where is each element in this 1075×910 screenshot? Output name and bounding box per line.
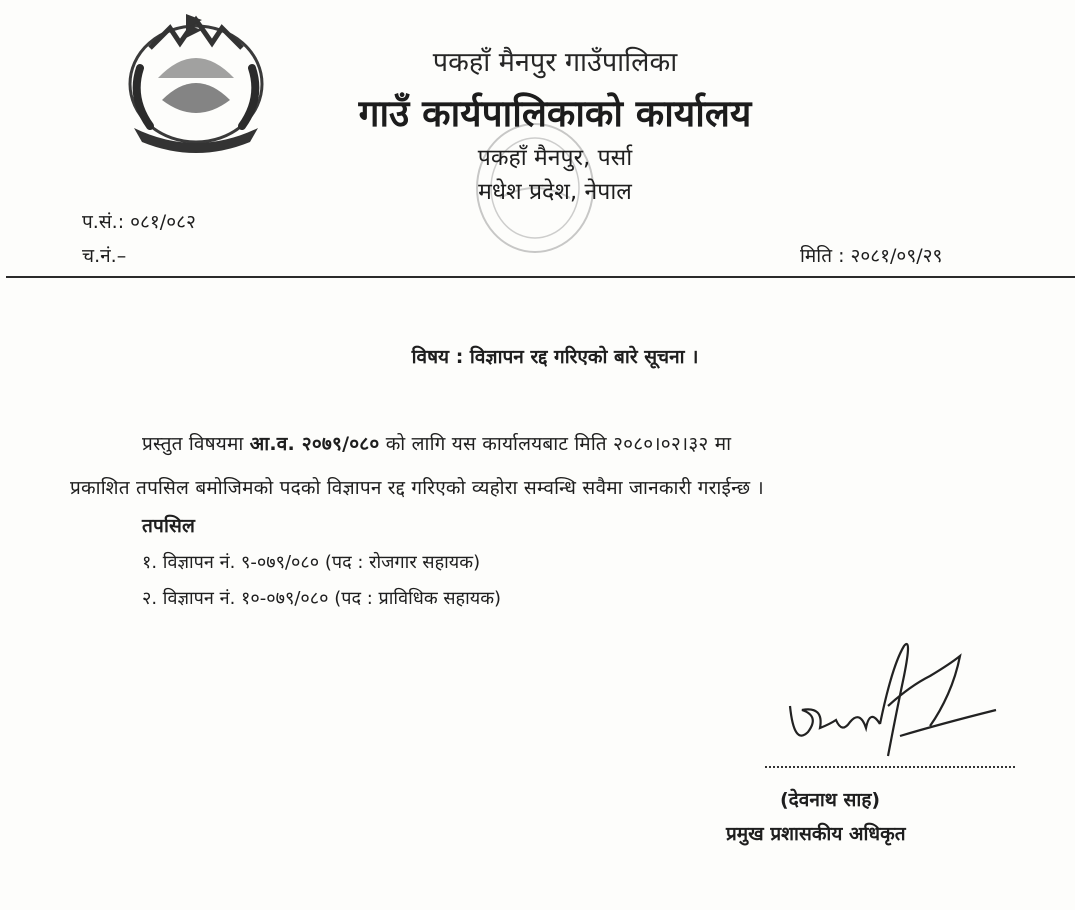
- tapsil-item-2: २. विज्ञापन नं. १०-०७९/०८० (पद : प्राविधिक सहायक): [142, 588, 502, 609]
- letter-date: मिति : २०८१/०९/२९: [800, 245, 943, 267]
- office-name: गाउँ कार्यपालिकाको कार्यालय: [358, 92, 752, 135]
- fiscal-year: आ.व. २०७९/०८०: [249, 433, 380, 455]
- signer-designation: प्रमुख प्रशासकीय अधिकृत: [726, 823, 906, 845]
- body-line-1: [142, 430, 731, 456]
- body-line-1-start: प्रस्तुत विषयमा: [142, 433, 244, 455]
- signer-name: (देवनाथ साह): [780, 789, 881, 811]
- dispatch-number: च.नं.–: [82, 245, 127, 267]
- letter-number: प.सं.: ०८१/०८२: [82, 211, 196, 233]
- signature-line: [765, 766, 1015, 768]
- handwritten-signature-icon: [780, 636, 1010, 768]
- address-line-2: मधेश प्रदेश, नेपाल: [478, 179, 632, 205]
- address-line-1: पकहाँ मैनपुर, पर्सा: [477, 145, 633, 171]
- body-line-2: प्रकाशित तपसिल बमोजिमको पदको विज्ञापन रद्द गरिएको व्यहोरा सम्वन्धि सवैमा जानकारी गराईन्छ ।: [70, 477, 764, 499]
- header-divider: [6, 276, 1075, 278]
- tapsil-item-1: १. विज्ञापन नं. ९-०७९/०८० (पद : रोजगार सहायक): [142, 552, 481, 573]
- subject-line: विषय : विज्ञापन रद्द गरिएको बारे सूचना ।: [411, 346, 699, 368]
- body-line-1-end: को लागि यस कार्यालयबाट मिति २०८०।०२।३२ मा: [385, 433, 732, 455]
- municipality-name: पकहाँ मैनपुर गाउँपालिका: [432, 47, 678, 78]
- tapsil-heading: तपसिल: [142, 515, 196, 537]
